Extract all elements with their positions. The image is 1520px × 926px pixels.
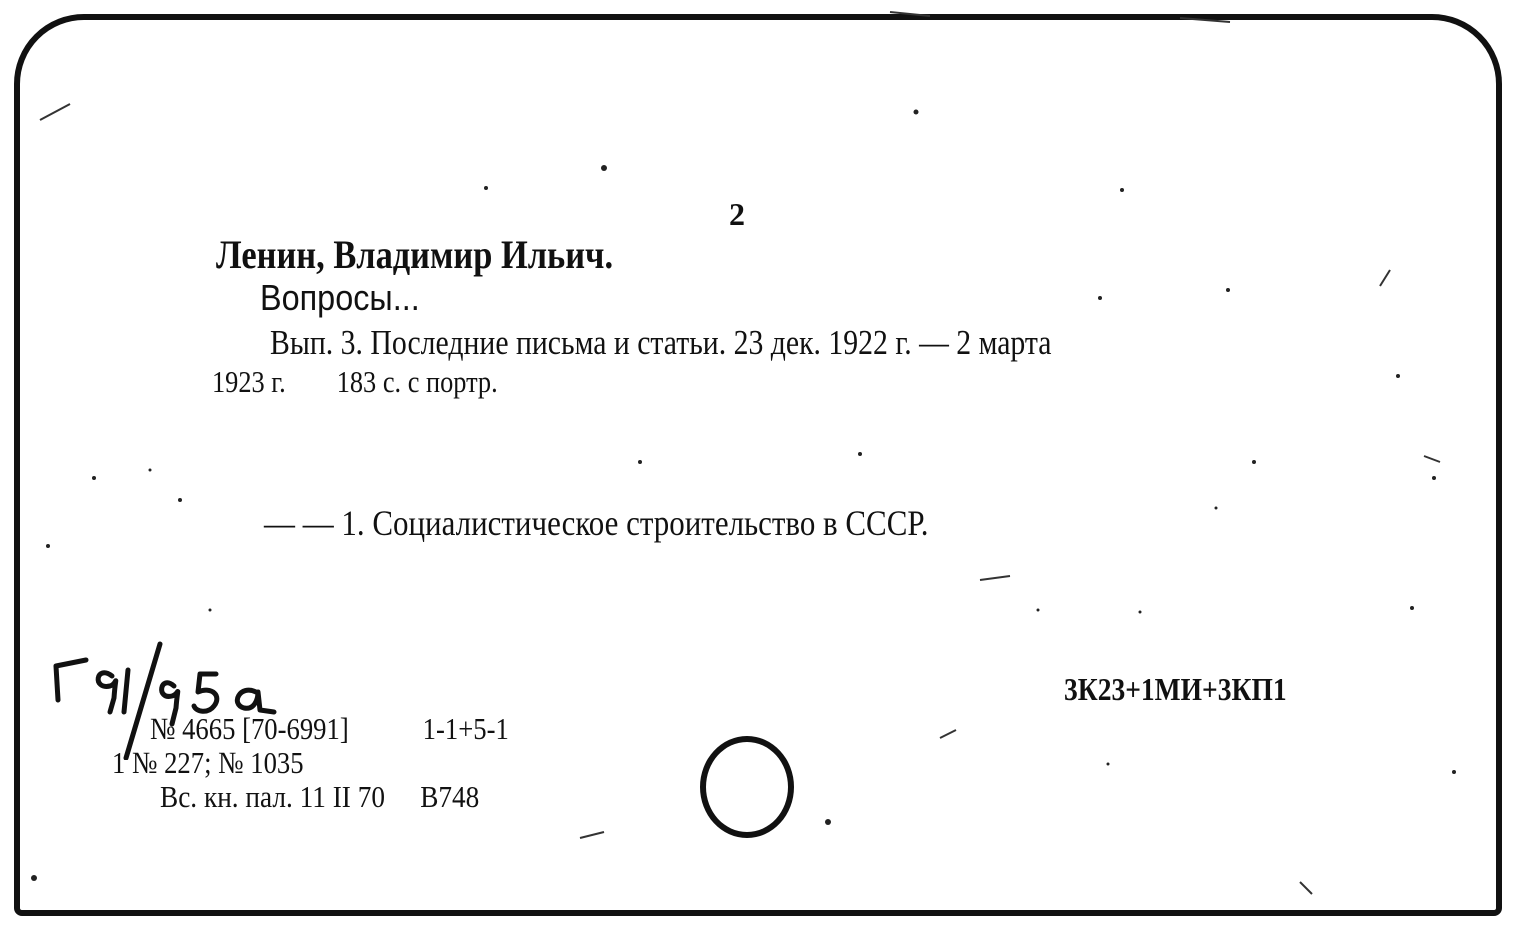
publication-year: 1923 г. bbox=[212, 364, 286, 399]
chamber-source: Вс. кн. пал. 11 II 70 bbox=[160, 779, 386, 814]
book-title: Вопросы... bbox=[260, 277, 420, 318]
registry-line-1 bbox=[150, 713, 509, 744]
page-count: 183 с. с портр. bbox=[336, 364, 498, 399]
circle-stamp bbox=[700, 736, 794, 838]
registry-line-2: 1 № 227; № 1035 bbox=[112, 745, 304, 780]
chamber-code: В748 bbox=[420, 779, 480, 814]
classification-code: 3К23+1МИ+3КП1 bbox=[1064, 671, 1287, 707]
subject-heading: — — 1. Социалистическое строительство в СССР. bbox=[264, 503, 929, 543]
card-number: 2 bbox=[729, 196, 745, 232]
registry-number: № 4665 [70-6991] bbox=[150, 711, 349, 746]
registry-line-3 bbox=[160, 781, 479, 812]
description-line-1: Вып. 3. Последние письма и статьи. 23 дек. 1922 г. — 2 марта bbox=[270, 323, 1052, 362]
registry-code: 1-1+5-1 bbox=[422, 711, 509, 746]
author-heading: Ленин, Владимир Ильич. bbox=[216, 232, 614, 277]
description-line-2 bbox=[212, 366, 498, 397]
